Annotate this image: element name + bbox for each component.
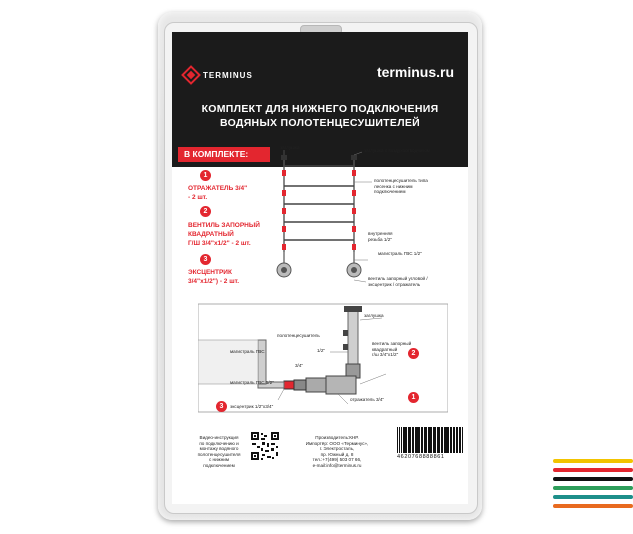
label-half: 1/2" <box>317 348 326 353</box>
barcode <box>397 427 463 460</box>
site-url: terminus.ru <box>376 64 454 80</box>
video-line-1: Видео-инструкция <box>199 435 239 440</box>
color-stripe <box>553 477 633 481</box>
label-valve-bottom-2: квадратный <box>372 346 398 352</box>
label-ladder-3: подключением <box>374 189 406 194</box>
label-ladder <box>374 178 428 195</box>
label-reflector: отражатель 3/4" <box>350 397 385 402</box>
kit-item-2-line-1: ВЕНТИЛЬ ЗАПОРНЫЙ <box>188 222 260 229</box>
kit-item-2 <box>188 221 260 248</box>
label-plug-bottom: заглушка <box>364 313 384 318</box>
barcode-bar <box>444 427 447 453</box>
color-stripe <box>553 468 633 472</box>
brand-logo <box>184 68 253 82</box>
towel-rail-diagram <box>272 142 468 292</box>
video-line-5: с нижним <box>208 457 229 463</box>
mfr-line-4: пр. Южный д. 8 <box>320 451 354 457</box>
barcode-bar <box>462 427 463 453</box>
barcode-bars <box>397 427 463 453</box>
color-stripe <box>553 486 633 490</box>
label-valve-top-2: эксцентрик / отражатель <box>368 281 421 287</box>
label-plug: заглушка <box>280 145 300 150</box>
product-card <box>172 32 468 504</box>
barcode-bar <box>428 427 431 453</box>
label-main-half-bottom: магистраль ГВС 1/2" <box>230 380 274 385</box>
label-valve-bottom-3: г/ш 3/4"х1/2" <box>372 352 399 357</box>
title-line-1: КОМПЛЕКТ ДЛЯ НИЖНЕГО ПОДКЛЮЧЕНИЯ <box>201 103 439 115</box>
label-thread-1: внутренняя <box>368 231 393 236</box>
barcode-bar <box>404 427 407 453</box>
mfr-line-3: г. Электросталь, <box>319 446 355 452</box>
video-line-3: монтажу водяного <box>199 446 239 452</box>
color-stripes <box>553 459 633 513</box>
product-title <box>172 102 468 130</box>
mfr-line-1: Производитель:КНР. <box>315 435 359 440</box>
logo-text: TERMINUS <box>203 70 253 80</box>
kit-item-3-line-2: 3/4"х1/2") - 2 шт. <box>188 278 240 285</box>
label-thread <box>368 231 393 242</box>
label-plug-vent: заглушка с воздухоотводчиком <box>364 148 430 153</box>
color-stripe <box>553 504 633 508</box>
terminus-logo-icon <box>181 65 201 85</box>
color-stripe <box>553 495 633 499</box>
mfr-line-2: Импортёр: ООО «Терминус», <box>305 440 369 446</box>
kit-item-3-line-1: ЭКСЦЕНТРИК <box>188 269 232 276</box>
kit-item-1 <box>188 184 247 202</box>
label-ladder-1: полотенцесушитель типа <box>374 178 428 183</box>
label-threequarter: 3/4" <box>295 363 304 368</box>
video-line-4: полотенцесушителя <box>197 451 241 457</box>
title-line-2: ВОДЯНЫХ ПОЛОТЕНЦЕСУШИТЕЛЕЙ <box>219 117 421 129</box>
item-number-1: 1 <box>200 170 211 181</box>
label-thread-2: резьба 1/2" <box>368 236 392 242</box>
label-eccentric: эксцентрик 1/2"х3/4" <box>230 404 274 409</box>
video-line-2: по подключению и <box>199 440 239 446</box>
kit-label: В КОМПЛЕКТЕ: <box>178 147 270 162</box>
label-valve-top <box>368 276 428 287</box>
item-number-3: 3 <box>200 254 211 265</box>
barcode-bar <box>459 427 462 453</box>
kit-item-3 <box>188 268 239 286</box>
kit-item-2-line-2: КВАДРАТНЫЙ <box>188 231 234 238</box>
video-line-6: подключением <box>203 462 235 468</box>
diagram-number-3: 3 <box>216 401 227 412</box>
mfr-line-6: e-mail:info@terminus.ru <box>312 462 362 468</box>
kit-item-1-line-2: - 2 шт. <box>188 194 208 201</box>
manufacturer-info <box>300 435 374 469</box>
mfr-line-5: тел.:+7(499) 503 07 66, <box>312 457 362 463</box>
kit-item-2-line-3: Г/Ш 3/4"х1/2" - 2 шт. <box>188 240 251 247</box>
label-valve-bottom-1: вентиль запорный <box>372 341 412 346</box>
label-valve-top-1: вентиль запорный угловой / <box>368 276 428 281</box>
diagram-number-1: 1 <box>408 392 419 403</box>
label-main-top: магистраль ГВС 1/2" <box>378 251 422 256</box>
video-instruction <box>190 435 248 469</box>
qr-code <box>250 431 280 461</box>
barcode-bar <box>417 427 420 453</box>
color-stripe <box>553 459 633 463</box>
diagram-number-2: 2 <box>408 348 419 359</box>
kit-item-1-line-1: ОТРАЖАТЕЛЬ 3/4" <box>188 185 248 192</box>
label-towel: полотенцесушитель <box>277 333 320 338</box>
label-valve-bottom <box>372 341 411 358</box>
barcode-number: 4620768888861 <box>397 454 445 460</box>
item-number-2: 2 <box>200 206 211 217</box>
label-ladder-2: лесенка с нижним <box>374 183 413 189</box>
label-main-bottom: магистраль ГВС <box>230 349 265 354</box>
